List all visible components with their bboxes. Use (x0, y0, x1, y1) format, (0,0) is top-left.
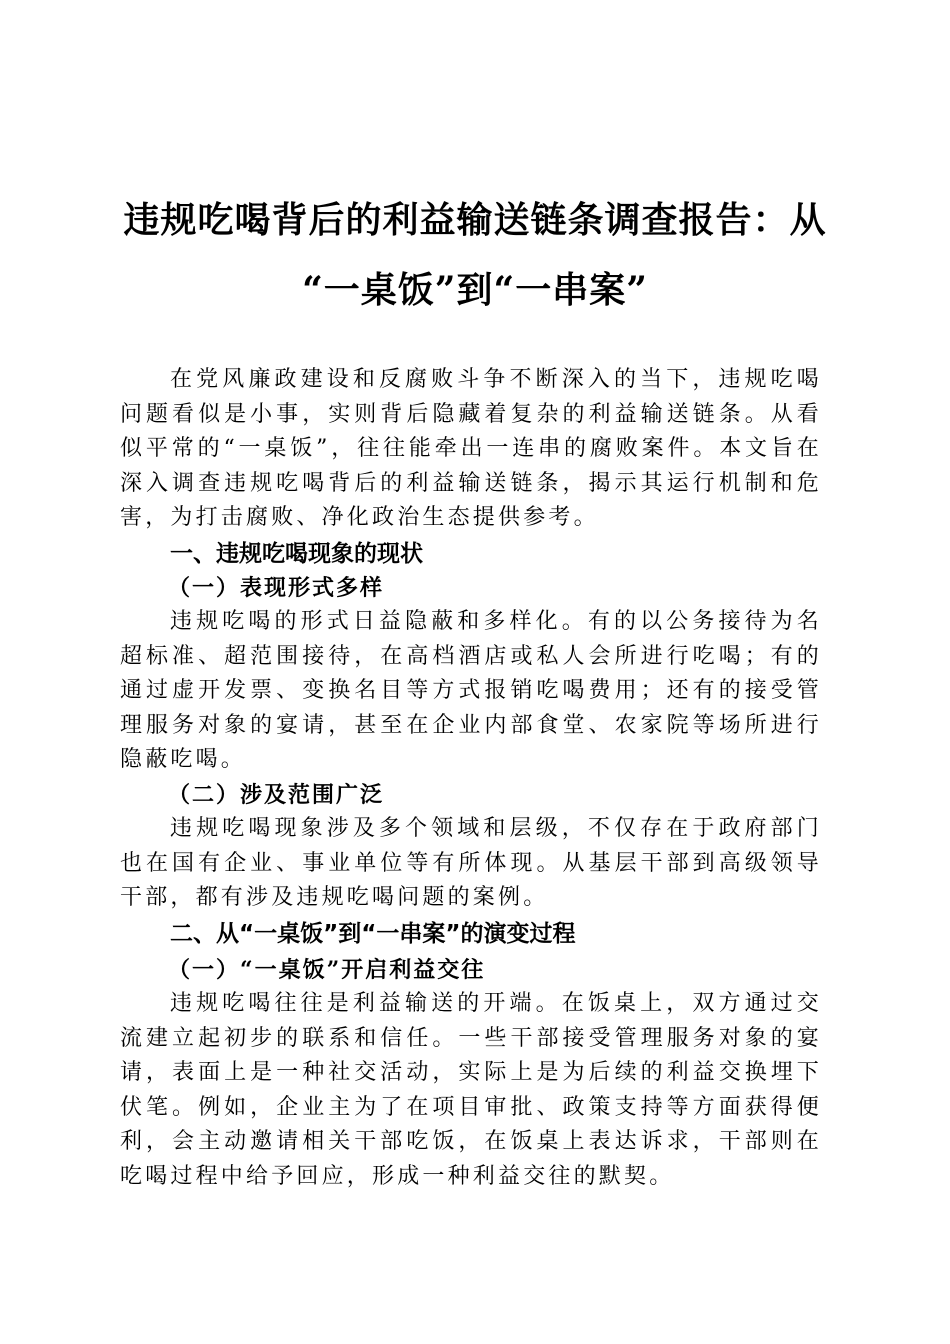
section1-sub1-paragraph: 违规吃喝的形式日益隐蔽和多样化。有的以公务接待为名超标准、超范围接待，在高档酒店或私人会所进行吃喝；有的通过虚开发票、变换名目等方式报销吃喝费用；还有的接受管理服务对象的宴请，甚至在企业内部食堂、农家院等场所进行隐蔽吃喝。 (120, 609, 822, 772)
section1-sub2-heading: （二）涉及范围广泛 (168, 782, 385, 808)
section2-sub1-paragraph: 违规吃喝往往是利益输送的开端。在饭桌上，双方通过交流建立起初步的联系和信任。一些干部接受管理服务对象的宴请，表面上是一种社交活动，实际上是为后续的利益交换埋下伏笔。例如，企业主为了在项目审批、政策支持等方面获得便利，会主动邀请相关干部吃饭，在饭桌上表达诉求，干部则在吃喝过程中给予回应，形成一种利益交往的默契。 (120, 991, 822, 1189)
document-title-line1: 违规吃喝背后的利益输送链条调查报告：从 (123, 199, 827, 241)
document-title-line2: “一桌饭”到“一串案” (302, 269, 648, 311)
intro-paragraph: 在党风廉政建设和反腐败斗争不断深入的当下，违规吃喝问题看似是小事，实则背后隐藏着复杂的利益输送链条。从看似平常的“一桌饭”，往往能牵出一连串的腐败案件。本文旨在深入调查违规吃喝背后的利益输送链条，揭示其运行机制和危害，为打击腐败、净化政治生态提供参考。 (120, 367, 822, 530)
section1-heading: 一、违规吃喝现象的现状 (170, 541, 423, 567)
section2-heading: 二、从“一桌饭”到“一串案”的演变过程 (170, 921, 576, 947)
section1-sub2-paragraph: 违规吃喝现象涉及多个领域和层级，不仅存在于政府部门也在国有企业、事业单位等有所体现。从基层干部到高级领导干部，都有涉及违规吃喝问题的案例。 (120, 816, 822, 910)
section2-sub1-heading: （一）“一桌饭”开启利益交往 (168, 957, 486, 983)
section1-sub1-heading: （一）表现形式多样 (168, 575, 385, 601)
